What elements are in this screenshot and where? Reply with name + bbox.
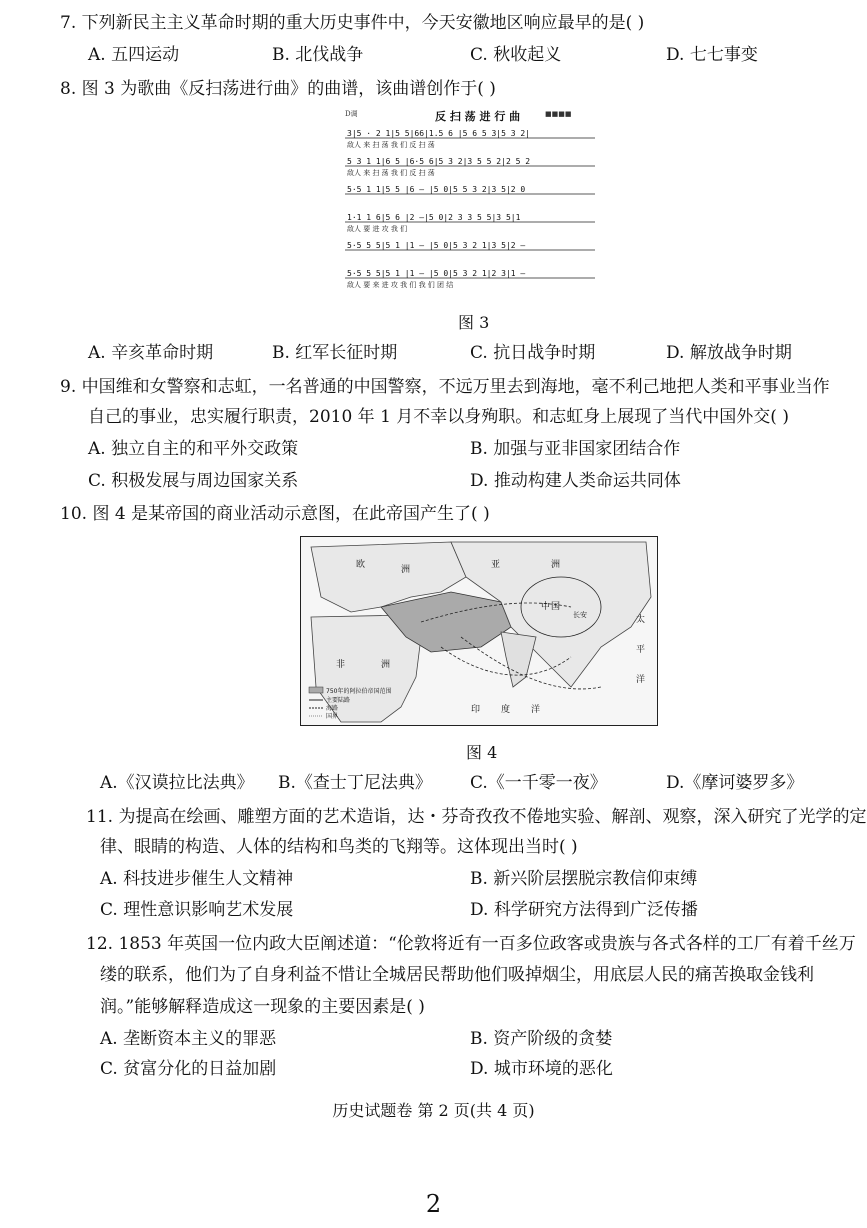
legend-1: 750年的阿拉伯帝国范围	[326, 688, 392, 695]
legend-2: 主要陆路	[326, 697, 351, 704]
q7-option-b: B. 北伐战争	[272, 45, 364, 65]
q8-option-b: B. 红军长征时期	[272, 343, 398, 363]
q9-option-c: C. 积极发展与周边国家关系	[88, 471, 299, 491]
svg-text:5 3 1 1|6 5 |6·5 6|5 3 2|3 5 5: 5 3 1 1|6 5 |6·5 6|5 3 2|3 5 5 2|2 5 2	[347, 157, 531, 166]
q11-stem-line2: 律、眼睛的构造、人体的结构和鸟类的飞翔等。这体现出当时( )	[100, 837, 578, 857]
q9-option-a: A. 独立自主的和平外交政策	[88, 439, 299, 459]
q11-option-d: D. 科学研究方法得到广泛传播	[470, 900, 698, 920]
q9-stem-line2: 自己的事业，忠实履行职责，2010 年 1 月不幸以身殉职。和志虹身上展现了当代中国外交( )	[88, 407, 789, 427]
svg-text:D调: D调	[345, 110, 358, 118]
q11-stem-line1: 11. 为提高在绘画、雕塑方面的艺术造诣，达・芬奇孜孜不倦地实验、解剖、观察，深入研究了光学的定	[86, 807, 867, 827]
svg-text:1·1 1 6|5 6 |2 —|5 0|2 3 3 5 5: 1·1 1 6|5 6 |2 —|5 0|2 3 3 5 5|3 5|1	[347, 213, 521, 222]
figure-4-caption: 图 4	[466, 743, 498, 762]
q12-option-b: B. 资产阶级的贪婪	[470, 1029, 613, 1049]
legend-4: 国界	[326, 713, 339, 720]
page-number: 2	[425, 1190, 442, 1218]
q10-option-c: C.《一千零一夜》	[470, 773, 607, 793]
score-title: 反 扫 荡 进 行 曲	[435, 110, 521, 123]
map-label-15: 长安	[573, 611, 587, 619]
svg-text:3|5 · 2 1|5 5|66|1.5 6 |5 6 5: 3|5 · 2 1|5 5|66|1.5 6 |5 6 5 3|5 3 2|	[347, 129, 531, 138]
q7-option-d: D. 七七事变	[666, 45, 758, 65]
legend-3: 海路	[326, 705, 339, 712]
map-label-3: 非	[336, 660, 346, 670]
map-label-4: 洲	[381, 660, 391, 670]
svg-text:5·5 5 5|5 1 |1 — |5 0|5 3 2 1|: 5·5 5 5|5 1 |1 — |5 0|5 3 2 1|3 5|2 —	[347, 241, 526, 250]
q8-option-c: C. 抗日战争时期	[470, 343, 596, 363]
svg-text:5·5 5 5|5 1 |1 — |5 0|5 3 2 1|: 5·5 5 5|5 1 |1 — |5 0|5 3 2 1|2 3|1 —	[347, 269, 526, 278]
q12-stem-line3: 润。”能够解释造成这一现象的主要因素是( )	[100, 997, 425, 1017]
q9-stem-line1: 9. 中国维和女警察和志虹，一名普通的中国警察，不远万里去到海地，毫不利己地把人类和平事业当作	[60, 377, 830, 397]
q11-option-c: C. 理性意识影响艺术发展	[100, 900, 294, 920]
trade-map-figure	[300, 536, 658, 726]
map-label-6: 洲	[551, 560, 561, 570]
q7-stem: 7. 下列新民主主义革命时期的重大历史事件中，今天安徽地区响应最早的是( )	[60, 13, 645, 33]
map-label-12: 洋	[636, 675, 646, 685]
trade-map-image	[301, 537, 657, 725]
score-lyric-4: 敌人 要 来 进 攻 我 们 我 们 团 结	[347, 281, 454, 289]
map-label-7: 印	[471, 705, 481, 715]
q9-option-d: D. 推动构建人类命运共同体	[470, 471, 681, 491]
q7-option-a: A. 五四运动	[88, 45, 180, 65]
map-label-5: 亚	[491, 560, 501, 570]
q11-option-b: B. 新兴阶层摆脱宗教信仰束缚	[470, 869, 698, 889]
map-label-8: 度	[501, 705, 511, 715]
map-label-2: 洲	[401, 565, 411, 575]
map-label-1: 欧	[356, 560, 366, 570]
q12-stem-line1: 12. 1853 年英国一位内政大臣阐述道：“伦敦将近有一百多位政客或贵族与各式各样的工厂有着千丝万	[86, 934, 856, 954]
q10-option-d: D.《摩诃婆罗多》	[666, 773, 804, 793]
q12-option-d: D. 城市环境的恶化	[470, 1059, 613, 1079]
music-score-figure	[345, 106, 603, 296]
score-lyric-3: 敌人 要 进 攻 我 们	[347, 225, 408, 233]
map-label-13: 中	[541, 602, 551, 612]
svg-text:5·5 1 1|5 5 |6 — |5 0|5 5 3 2|: 5·5 1 1|5 5 |6 — |5 0|5 5 3 2|3 5|2 0	[347, 185, 526, 194]
figure-3-caption: 图 3	[458, 313, 490, 332]
q10-option-a: A.《汉谟拉比法典》	[100, 773, 254, 793]
q12-stem-line2: 缕的联系，他们为了自身利益不惜让全城居民帮助他们吸掉烟尘，用底层人民的痛苦换取金钱利	[100, 965, 814, 985]
q8-option-a: A. 辛亥革命时期	[88, 343, 214, 363]
map-label-9: 洋	[531, 705, 541, 715]
q9-option-b: B. 加强与亚非国家团结合作	[470, 439, 681, 459]
music-score-image	[345, 106, 603, 296]
q11-option-a: A. 科技进步催生人文精神	[100, 869, 294, 889]
map-label-14: 国	[551, 602, 561, 612]
map-label-11: 平	[636, 645, 646, 655]
score-lyric-1: 敌人 来 扫 荡 我 们 反 扫 荡	[347, 141, 435, 149]
page-footer: 历史试题卷 第 2 页(共 4 页)	[332, 1101, 535, 1120]
q8-stem: 8. 图 3 为歌曲《反扫荡进行曲》的曲谱，该曲谱创作于( )	[60, 79, 496, 99]
q12-option-c: C. 贫富分化的日益加剧	[100, 1059, 277, 1079]
svg-text:■■■■: ■■■■	[545, 110, 572, 118]
q10-stem: 10. 图 4 是某帝国的商业活动示意图，在此帝国产生了( )	[60, 504, 490, 524]
q8-option-d: D. 解放战争时期	[666, 343, 792, 363]
q12-option-a: A. 垄断资本主义的罪恶	[100, 1029, 277, 1049]
q10-option-b: B.《查士丁尼法典》	[278, 773, 432, 793]
map-label-10: 太	[636, 615, 646, 625]
score-lyric-2: 敌人 来 扫 荡 我 们 反 扫 荡	[347, 169, 435, 177]
q7-option-c: C. 秋收起义	[470, 45, 562, 65]
